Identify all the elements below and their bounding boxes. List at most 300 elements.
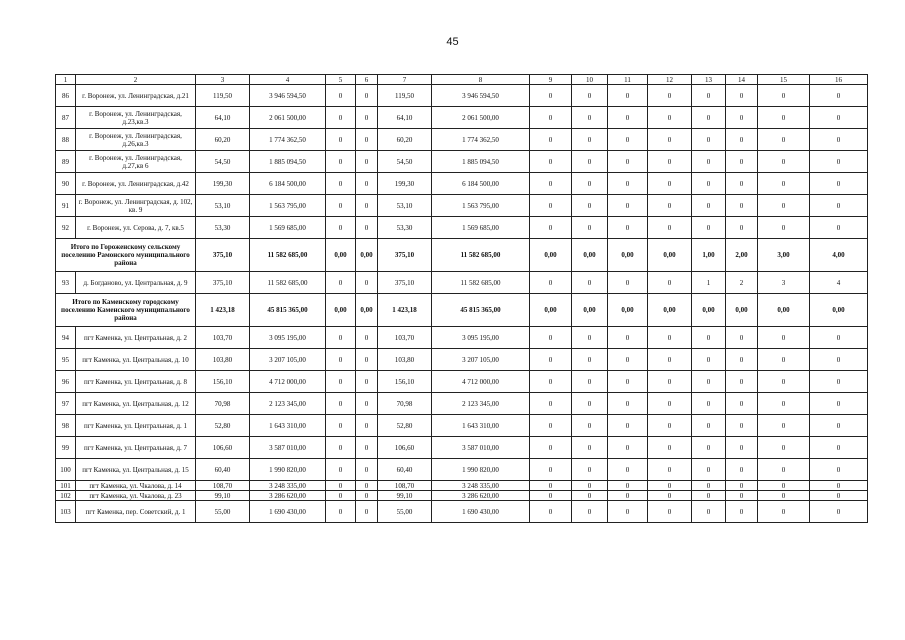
table-cell: 0	[726, 85, 758, 107]
address-cell: г. Воронеж, ул. Ленинградская, д.23,кв.3	[76, 107, 196, 129]
row-number: 92	[56, 217, 76, 239]
table-cell: 3 286 620,00	[250, 491, 326, 501]
table-cell: 0	[326, 491, 356, 501]
table-cell: 54,50	[196, 151, 250, 173]
table-cell: 0	[810, 481, 868, 491]
table-cell: 0	[810, 349, 868, 371]
table-cell: 6 184 500,00	[250, 173, 326, 195]
table-cell: 0	[530, 437, 572, 459]
column-number: 15	[758, 75, 810, 85]
table-cell: 2 061 500,00	[432, 107, 530, 129]
table-cell: 3 207 105,00	[432, 349, 530, 371]
table-cell: 0	[572, 195, 608, 217]
table-cell: 0	[758, 107, 810, 129]
table-cell: 1 569 685,00	[250, 217, 326, 239]
subtotal-label: Итого по Каменскому городскому поселению Каменского муниципального района	[56, 294, 196, 327]
table-cell: 0	[692, 173, 726, 195]
address-cell: пгт Каменка, ул. Центральная, д. 8	[76, 371, 196, 393]
table-cell: 0	[692, 501, 726, 523]
table-row	[56, 217, 868, 239]
table-cell: 0,00	[356, 294, 378, 327]
table-cell: 0	[758, 327, 810, 349]
table-cell: 0	[326, 393, 356, 415]
table-cell: 0	[726, 393, 758, 415]
table-cell: 0	[326, 327, 356, 349]
table-cell: 0	[356, 437, 378, 459]
table-cell: 11 582 685,00	[250, 239, 326, 272]
table-cell: 0	[810, 85, 868, 107]
table-row	[56, 349, 868, 371]
address-cell: пгт Каменка, ул. Центральная, д. 1	[76, 415, 196, 437]
table-cell: 0	[356, 173, 378, 195]
table-cell: 0	[810, 173, 868, 195]
table-cell: 11 582 685,00	[250, 272, 326, 294]
table-cell: 0	[530, 393, 572, 415]
table-cell: 3 946 594,50	[250, 85, 326, 107]
table-row	[56, 173, 868, 195]
table-cell: 0,00	[608, 294, 648, 327]
table-cell: 0	[726, 415, 758, 437]
column-number: 13	[692, 75, 726, 85]
table-cell: 0	[608, 129, 648, 151]
table-cell: 0	[726, 501, 758, 523]
table-cell: 0,00	[326, 239, 356, 272]
table-cell: 53,30	[378, 217, 432, 239]
table-row	[56, 393, 868, 415]
table-cell: 0	[572, 481, 608, 491]
address-cell: пгт Каменка, пер. Советский, д. 1	[76, 501, 196, 523]
table-cell: 3,00	[758, 239, 810, 272]
table-cell: 4,00	[810, 239, 868, 272]
table-cell: 0	[810, 415, 868, 437]
table-cell: 60,40	[378, 459, 432, 481]
address-cell: г. Воронеж, ул. Серова, д. 7, кв.5	[76, 217, 196, 239]
table-cell: 0	[726, 327, 758, 349]
table-cell: 0	[726, 129, 758, 151]
column-number: 16	[810, 75, 868, 85]
table-cell: 0	[530, 129, 572, 151]
table-cell: 0	[758, 85, 810, 107]
table-cell: 0	[608, 195, 648, 217]
table-cell: 0	[758, 481, 810, 491]
table-cell: 0	[326, 349, 356, 371]
table-cell: 0	[356, 415, 378, 437]
table-cell: 0	[356, 107, 378, 129]
row-number: 94	[56, 327, 76, 349]
address-cell: г. Воронеж, ул. Ленинградская, д.26,кв.3	[76, 129, 196, 151]
table-cell: 0	[692, 437, 726, 459]
table-cell: 0	[572, 107, 608, 129]
table-cell: 0	[356, 349, 378, 371]
table-cell: 0	[758, 217, 810, 239]
table-cell: 0	[758, 491, 810, 501]
table-cell: 0	[608, 491, 648, 501]
table-cell: 1 885 094,50	[250, 151, 326, 173]
table-cell: 0	[572, 173, 608, 195]
table-cell: 0	[648, 415, 692, 437]
table-cell: 0	[608, 501, 648, 523]
table-cell: 0,00	[530, 239, 572, 272]
table-cell: 0	[326, 129, 356, 151]
table-cell: 70,98	[196, 393, 250, 415]
table-cell: 1	[692, 272, 726, 294]
column-number: 4	[250, 75, 326, 85]
table-cell: 0	[608, 151, 648, 173]
address-cell: г. Воронеж, ул. Ленинградская, д.21	[76, 85, 196, 107]
table-cell: 0	[648, 107, 692, 129]
table-cell: 0,00	[356, 239, 378, 272]
table-cell: 0	[530, 173, 572, 195]
table-cell: 52,80	[378, 415, 432, 437]
table-cell: 1 563 795,00	[432, 195, 530, 217]
address-cell: г. Воронеж, ул. Ленинградская, д.27,кв 6	[76, 151, 196, 173]
table-cell: 0	[356, 393, 378, 415]
table-cell: 0	[356, 501, 378, 523]
table-cell: 108,70	[378, 481, 432, 491]
table-cell: 103,70	[196, 327, 250, 349]
row-number: 93	[56, 272, 76, 294]
table-cell: 1 563 795,00	[250, 195, 326, 217]
table-cell: 0	[810, 107, 868, 129]
table-cell: 1,00	[692, 239, 726, 272]
table-cell: 0	[572, 393, 608, 415]
table-row	[56, 272, 868, 294]
table-cell: 0	[326, 459, 356, 481]
table-cell: 0	[530, 195, 572, 217]
row-number: 103	[56, 501, 76, 523]
table-cell: 0	[692, 327, 726, 349]
row-number: 89	[56, 151, 76, 173]
table-cell: 0	[530, 107, 572, 129]
table-cell: 0	[648, 349, 692, 371]
table-cell: 0	[530, 217, 572, 239]
table-cell: 0	[530, 371, 572, 393]
column-number: 12	[648, 75, 692, 85]
table-cell: 0	[326, 481, 356, 491]
column-number: 5	[326, 75, 356, 85]
address-cell: пгт Каменка, ул. Центральная, д. 15	[76, 459, 196, 481]
table-cell: 0	[572, 327, 608, 349]
table-cell: 3 286 620,00	[432, 491, 530, 501]
table-cell: 375,10	[378, 239, 432, 272]
table-cell: 0	[572, 129, 608, 151]
table-row	[56, 85, 868, 107]
row-number: 97	[56, 393, 76, 415]
table-cell: 0	[692, 129, 726, 151]
table-cell: 0	[810, 371, 868, 393]
table-cell: 0	[326, 173, 356, 195]
table-cell: 11 582 685,00	[432, 239, 530, 272]
table-cell: 0	[572, 501, 608, 523]
table-cell: 0	[608, 327, 648, 349]
table-cell: 0	[726, 437, 758, 459]
table-cell: 108,70	[196, 481, 250, 491]
table-row	[56, 327, 868, 349]
table-cell: 0	[572, 437, 608, 459]
table-body	[56, 85, 868, 523]
table-cell: 3	[758, 272, 810, 294]
table-cell: 0	[326, 437, 356, 459]
table-cell: 0	[648, 173, 692, 195]
table-cell: 0	[648, 501, 692, 523]
table-cell: 0	[648, 85, 692, 107]
column-number: 7	[378, 75, 432, 85]
table-cell: 0	[648, 129, 692, 151]
table-cell: 1 643 310,00	[250, 415, 326, 437]
table-cell: 0	[356, 85, 378, 107]
table-cell: 156,10	[196, 371, 250, 393]
table-row	[56, 459, 868, 481]
row-number: 86	[56, 85, 76, 107]
address-cell: пгт Каменка, ул. Чкалова, д. 14	[76, 481, 196, 491]
table-cell: 0	[726, 173, 758, 195]
table-cell: 2,00	[726, 239, 758, 272]
table-row	[56, 437, 868, 459]
table-cell: 0	[810, 501, 868, 523]
subtotal-label: Итого по Гороженскому сельскому поселению Рамонского муниципального района	[56, 239, 196, 272]
table-cell: 3 248 335,00	[432, 481, 530, 491]
table-cell: 0	[608, 415, 648, 437]
table-cell: 0	[810, 459, 868, 481]
table-cell: 0	[572, 459, 608, 481]
table-cell: 0	[326, 195, 356, 217]
table-cell: 0	[356, 272, 378, 294]
table-cell: 0	[648, 151, 692, 173]
table-cell: 0	[692, 415, 726, 437]
table-cell: 0	[572, 491, 608, 501]
table-cell: 1 885 094,50	[432, 151, 530, 173]
table-cell: 0	[758, 437, 810, 459]
row-number: 98	[56, 415, 76, 437]
table-cell: 0	[758, 371, 810, 393]
table-cell: 0	[572, 272, 608, 294]
table-cell: 1 990 820,00	[250, 459, 326, 481]
row-number: 102	[56, 491, 76, 501]
table-cell: 1 690 430,00	[432, 501, 530, 523]
table-cell: 0	[608, 272, 648, 294]
table-cell: 99,10	[196, 491, 250, 501]
table-cell: 375,10	[196, 239, 250, 272]
table-cell: 0	[530, 481, 572, 491]
table-cell: 2	[726, 272, 758, 294]
subtotal-row	[56, 294, 868, 327]
table-cell: 0	[692, 85, 726, 107]
table-cell: 0	[648, 459, 692, 481]
table-cell: 119,50	[196, 85, 250, 107]
table-cell: 0	[648, 491, 692, 501]
column-number: 9	[530, 75, 572, 85]
table-cell: 0	[692, 393, 726, 415]
address-cell: пгт Каменка, ул. Чкалова, д. 23	[76, 491, 196, 501]
table-cell: 0	[648, 327, 692, 349]
table-row	[56, 491, 868, 501]
table-cell: 2 123 345,00	[432, 393, 530, 415]
table-cell: 60,20	[196, 129, 250, 151]
table-cell: 0,00	[530, 294, 572, 327]
row-number: 96	[56, 371, 76, 393]
table-cell: 0	[608, 459, 648, 481]
table-cell: 0,00	[572, 239, 608, 272]
table-cell: 375,10	[378, 272, 432, 294]
table-cell: 0	[608, 393, 648, 415]
table-cell: 0	[758, 459, 810, 481]
column-number: 2	[76, 75, 196, 85]
table-cell: 64,10	[196, 107, 250, 129]
registry-table	[55, 74, 868, 523]
table-cell: 0	[810, 491, 868, 501]
table-cell: 2 123 345,00	[250, 393, 326, 415]
row-number: 91	[56, 195, 76, 217]
table-cell: 0	[608, 217, 648, 239]
table-cell: 54,50	[378, 151, 432, 173]
row-number: 87	[56, 107, 76, 129]
table-cell: 11 582 685,00	[432, 272, 530, 294]
table-cell: 156,10	[378, 371, 432, 393]
address-cell: пгт Каменка, ул. Центральная, д. 7	[76, 437, 196, 459]
table-cell: 0	[356, 327, 378, 349]
table-cell: 4 712 000,00	[250, 371, 326, 393]
table-cell: 0	[726, 349, 758, 371]
table-cell: 0,00	[326, 294, 356, 327]
table-cell: 0	[326, 151, 356, 173]
table-cell: 106,60	[378, 437, 432, 459]
table-cell: 0	[530, 415, 572, 437]
address-cell: г. Воронеж, ул. Ленинградская, д.42	[76, 173, 196, 195]
table-cell: 0	[726, 481, 758, 491]
address-cell: пгт Каменка, ул. Центральная, д. 10	[76, 349, 196, 371]
table-cell: 0	[758, 195, 810, 217]
table-cell: 1 423,18	[196, 294, 250, 327]
table-cell: 0	[608, 349, 648, 371]
table-cell: 3 207 105,00	[250, 349, 326, 371]
table-cell: 0	[758, 415, 810, 437]
table-cell: 0	[572, 217, 608, 239]
table-cell: 0	[692, 491, 726, 501]
table-cell: 0	[530, 85, 572, 107]
table-cell: 0	[530, 459, 572, 481]
table-cell: 0	[810, 327, 868, 349]
table-cell: 1 990 820,00	[432, 459, 530, 481]
table-cell: 0	[530, 349, 572, 371]
column-number: 3	[196, 75, 250, 85]
table-cell: 0	[692, 349, 726, 371]
table-cell: 53,10	[378, 195, 432, 217]
table-row	[56, 129, 868, 151]
table-cell: 0	[648, 393, 692, 415]
table-cell: 0	[326, 107, 356, 129]
column-number: 10	[572, 75, 608, 85]
table-cell: 4 712 000,00	[432, 371, 530, 393]
row-number: 95	[56, 349, 76, 371]
table-row	[56, 501, 868, 523]
table-cell: 3 095 195,00	[432, 327, 530, 349]
table-cell: 0	[572, 151, 608, 173]
table-row	[56, 371, 868, 393]
table-cell: 1 569 685,00	[432, 217, 530, 239]
table-cell: 52,80	[196, 415, 250, 437]
table-cell: 0	[572, 415, 608, 437]
table-cell: 106,60	[196, 437, 250, 459]
table-cell: 0	[726, 107, 758, 129]
row-number: 99	[56, 437, 76, 459]
table-cell: 0,00	[726, 294, 758, 327]
column-number: 8	[432, 75, 530, 85]
column-number: 11	[608, 75, 648, 85]
table-cell: 0	[758, 129, 810, 151]
table-cell: 0	[758, 393, 810, 415]
table-cell: 0	[356, 459, 378, 481]
table-cell: 0	[648, 437, 692, 459]
table-cell: 0,00	[692, 294, 726, 327]
table-cell: 0	[530, 501, 572, 523]
address-cell: д. Богданово, ул. Центральная, д. 9	[76, 272, 196, 294]
table-cell: 70,98	[378, 393, 432, 415]
table-cell: 4	[810, 272, 868, 294]
table-cell: 0	[810, 151, 868, 173]
table-cell: 60,40	[196, 459, 250, 481]
table-cell: 0	[692, 151, 726, 173]
table-cell: 1 423,18	[378, 294, 432, 327]
page-number: 45	[446, 36, 459, 48]
table-header	[56, 75, 868, 85]
table-cell: 99,10	[378, 491, 432, 501]
table-cell: 103,80	[196, 349, 250, 371]
table-row	[56, 195, 868, 217]
column-number: 6	[356, 75, 378, 85]
table-cell: 0,00	[648, 294, 692, 327]
table-cell: 0	[692, 217, 726, 239]
table-cell: 0	[530, 151, 572, 173]
table-cell: 0	[326, 272, 356, 294]
table-cell: 0,00	[648, 239, 692, 272]
table-cell: 45 815 365,00	[432, 294, 530, 327]
table-cell: 0	[810, 393, 868, 415]
table-cell: 0	[356, 151, 378, 173]
table-cell: 0	[810, 195, 868, 217]
table-cell: 1 774 362,50	[432, 129, 530, 151]
table-cell: 1 774 362,50	[250, 129, 326, 151]
table-cell: 0	[326, 501, 356, 523]
table-cell: 0	[572, 85, 608, 107]
table-cell: 0	[726, 459, 758, 481]
table-cell: 2 061 500,00	[250, 107, 326, 129]
table-cell: 0	[726, 217, 758, 239]
table-cell: 0	[608, 173, 648, 195]
table-cell: 199,30	[378, 173, 432, 195]
column-number: 1	[56, 75, 76, 85]
table-cell: 0	[648, 217, 692, 239]
table-cell: 0	[356, 371, 378, 393]
row-number: 90	[56, 173, 76, 195]
row-number: 101	[56, 481, 76, 491]
table-cell: 0	[758, 173, 810, 195]
address-cell: г. Воронеж, ул. Ленинградская, д. 102, кв. 9	[76, 195, 196, 217]
table-cell: 53,30	[196, 217, 250, 239]
table-cell: 0	[572, 371, 608, 393]
table-cell: 103,80	[378, 349, 432, 371]
table-cell: 3 587 010,00	[432, 437, 530, 459]
table-cell: 0	[608, 371, 648, 393]
table-cell: 199,30	[196, 173, 250, 195]
table-cell: 0	[758, 501, 810, 523]
table-cell: 1 643 310,00	[432, 415, 530, 437]
table-cell: 0	[692, 371, 726, 393]
table-cell: 0	[648, 371, 692, 393]
table-cell: 0	[648, 481, 692, 491]
column-number-row	[56, 75, 868, 85]
table-cell: 0	[326, 217, 356, 239]
table-cell: 0	[758, 151, 810, 173]
